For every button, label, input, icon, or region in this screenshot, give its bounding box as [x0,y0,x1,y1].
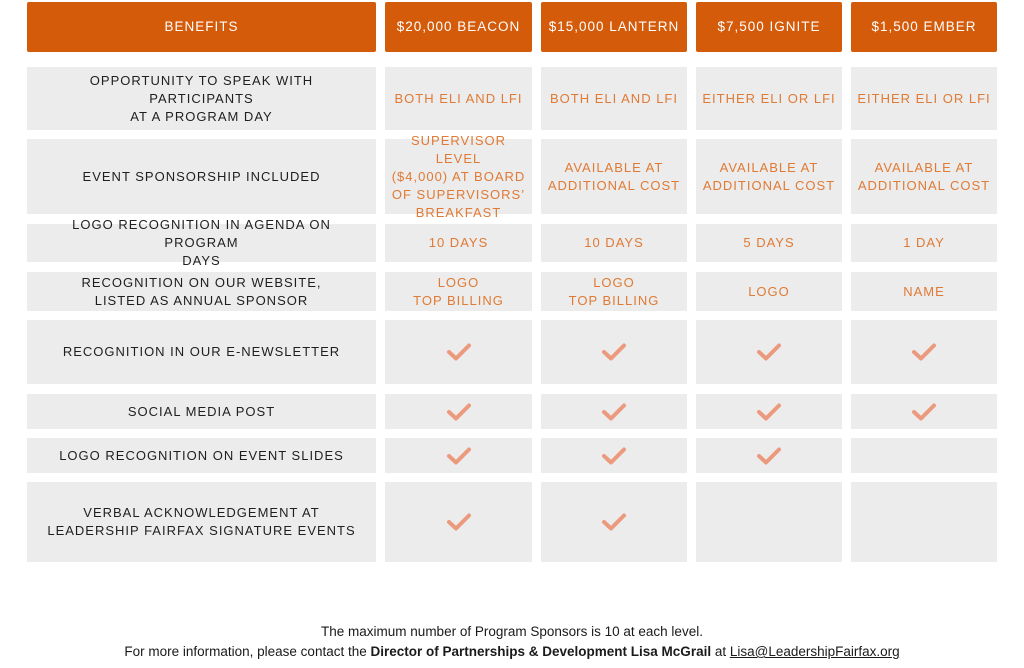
benefit-label-line: LEADERSHIP FAIRFAX SIGNATURE EVENTS [47,523,356,538]
tier-value-line: ADDITIONAL COST [547,177,681,193]
tier-value-line: 10 DAYS [428,235,489,250]
checkmark-icon [756,342,782,362]
checkmark-icon [446,342,472,362]
tier-cell [385,394,532,429]
tier-value-line: AVAILABLE AT [874,159,974,175]
tier-value-line: BREAKFAST [415,204,502,220]
tier-cell [541,224,687,262]
footer-contact-prefix: For more information, please contact the [124,644,371,659]
tier-cell [851,67,997,130]
tier-cell [696,394,842,429]
benefit-label-line: DAYS [182,253,221,268]
tier-value-line: ADDITIONAL COST [857,177,991,193]
tier-cell [385,272,532,311]
benefit-label-line: LISTED AS ANNUAL SPONSOR [94,292,309,308]
checkmark-icon [446,402,472,422]
tier-value-line: LOGO [593,274,635,290]
checkmark-icon [911,402,937,422]
header-tier-4: $1,500 EMBER [851,2,997,52]
footer-contact-at: at [711,644,730,659]
tier-value-line: AVAILABLE AT [719,159,819,175]
tier-value-line: EITHER ELI OR LFI [857,90,991,106]
tier-cell [385,67,532,130]
tier-value-line: 5 DAYS [743,235,795,250]
header-benefits: BENEFITS [27,2,376,52]
benefit-label-line: LOGO RECOGNITION ON EVENT SLIDES [59,447,344,463]
tier-value-line: AVAILABLE AT [564,159,664,175]
tier-value-line: TOP BILLING [413,292,504,308]
tier-cell [385,224,532,262]
tier-cell [696,67,842,130]
footer-contact-name: Director of Partnerships & Development Lisa McGrail [370,644,712,659]
tier-value-line: OF SUPERVISORS’ [391,186,526,202]
tier-cell [851,272,997,311]
benefit-label-line: LOGO RECOGNITION IN AGENDA ON PROGRAM [72,217,331,250]
tier-cell [851,224,997,262]
header-tier-2: $15,000 LANTERN [541,2,687,52]
benefit-label [27,272,376,311]
tier-cell [851,438,997,473]
checkmark-icon [601,512,627,532]
benefit-label [27,320,376,384]
benefit-label-line: OPPORTUNITY TO SPEAK WITH PARTICIPANTS [89,72,314,106]
tier-value-line: TOP BILLING [568,292,660,308]
benefit-label-line: RECOGNITION IN OUR E-NEWSLETTER [62,344,341,359]
tier-cell [851,139,997,214]
benefit-label [27,217,376,268]
tier-value-line: ADDITIONAL COST [702,177,836,193]
footer-contact [0,644,1024,659]
benefit-label-line: EVENT SPONSORSHIP INCLUDED [82,168,321,184]
benefit-label [27,139,376,214]
tier-cell [541,482,687,562]
tier-value-line: 10 DAYS [584,235,644,250]
tier-cell [541,272,687,311]
checkmark-icon [601,402,627,422]
benefit-label-line: AT A PROGRAM DAY [130,108,273,124]
benefit-label-line: VERBAL ACKNOWLEDGEMENT AT [83,505,320,520]
tier-cell [385,438,532,473]
tier-cell [385,132,532,220]
header-tier-3: $7,500 IGNITE [696,2,842,52]
checkmark-icon [911,342,937,362]
tier-cell [696,272,842,311]
tier-value-line: BOTH ELI AND LFI [550,90,678,106]
benefit-label [27,394,376,429]
tier-cell [696,139,842,214]
checkmark-icon [446,446,472,466]
footer-max-sponsors: The maximum number of Program Sponsors is 10 at each level. [321,624,703,639]
tier-value-line: EITHER ELI OR LFI [702,90,836,106]
tier-value-line: LOGO [437,274,480,290]
tier-cell [696,320,842,384]
tier-value-line: ($4,000) AT BOARD [391,168,526,184]
checkmark-icon [446,512,472,532]
benefit-label [27,438,376,473]
tier-cell [541,394,687,429]
tier-cell [851,394,997,429]
tier-cell [541,67,687,130]
checkmark-icon [601,342,627,362]
benefit-label-line: SOCIAL MEDIA POST [127,403,276,419]
tier-cell [541,438,687,473]
checkmark-icon [756,402,782,422]
tier-cell [385,482,532,562]
tier-cell [385,320,532,384]
contact-email-link[interactable]: Lisa@LeadershipFairfax.org [729,644,900,659]
tier-value-line: SUPERVISOR LEVEL [410,132,506,166]
benefit-label [27,67,376,130]
benefit-label-line: RECOGNITION ON OUR WEBSITE, [81,274,322,290]
tier-cell [851,482,997,562]
tier-cell [851,320,997,384]
benefit-label [27,482,376,562]
tier-value-line: 1 DAY [903,235,945,250]
checkmark-icon [756,446,782,466]
tier-cell [696,438,842,473]
checkmark-icon [601,446,627,466]
footer-note [0,624,1024,639]
header-tier-1: $20,000 BEACON [385,2,532,52]
tier-value-line: LOGO [748,283,790,299]
tier-cell [541,139,687,214]
tier-value-line: BOTH ELI AND LFI [394,90,523,106]
tier-value-line: NAME [903,283,945,299]
tier-cell [696,224,842,262]
tier-cell [541,320,687,384]
tier-cell [696,482,842,562]
